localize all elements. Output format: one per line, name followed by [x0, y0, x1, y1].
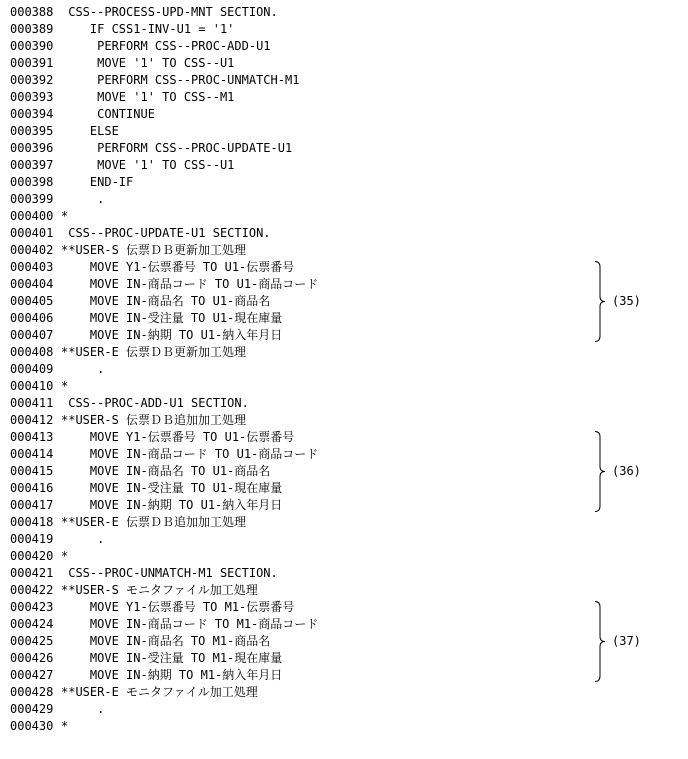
line-number: 000411: [10, 396, 54, 410]
line-number: 000409: [10, 362, 54, 376]
annotation-bracket: [594, 601, 641, 682]
line-number: 000414: [10, 447, 54, 461]
line-number: 000415: [10, 464, 54, 478]
line-number: 000390: [10, 39, 54, 53]
code-text: MOVE IN-受注量 TO U1-現在庫量: [61, 481, 283, 495]
line-number: 000417: [10, 498, 54, 512]
line-number: 000395: [10, 124, 54, 138]
code-text: END-IF: [61, 175, 134, 189]
line-number: 000427: [10, 668, 54, 682]
line-number: 000397: [10, 158, 54, 172]
annotation-bracket: [594, 261, 641, 342]
line-number: 000388: [10, 5, 54, 19]
line-number: 000407: [10, 328, 54, 342]
code-text: CSS--PROC-UNMATCH-M1 SECTION.: [61, 566, 278, 580]
code-text: MOVE '1' TO CSS--U1: [61, 158, 235, 172]
code-text: MOVE '1' TO CSS--M1: [61, 90, 235, 104]
line-number: 000406: [10, 311, 54, 325]
line-number: 000408: [10, 345, 54, 359]
code-text: **USER-E 伝票ＤＢ追加加工処理: [61, 515, 247, 529]
line-number: 000428: [10, 685, 54, 699]
right-brace-icon: [594, 431, 608, 512]
line-number: 000400: [10, 209, 54, 223]
line-number: 000393: [10, 90, 54, 104]
code-text: MOVE IN-納期 TO U1-納入年月日: [61, 328, 283, 342]
code-text: MOVE IN-商品コード TO U1-商品コード: [61, 277, 319, 291]
line-number: 000424: [10, 617, 54, 631]
line-number: 000404: [10, 277, 54, 291]
line-number: 000410: [10, 379, 54, 393]
code-text: CSS--PROC-ADD-U1 SECTION.: [61, 396, 249, 410]
line-number: 000426: [10, 651, 54, 665]
line-number: 000423: [10, 600, 54, 614]
annotation-bracket: [594, 431, 641, 512]
line-number: 000418: [10, 515, 54, 529]
annotation-label: (37): [612, 633, 641, 648]
code-text: MOVE IN-納期 TO U1-納入年月日: [61, 498, 283, 512]
code-text: ELSE: [61, 124, 119, 138]
code-text: .: [61, 362, 105, 376]
code-text: IF CSS1-INV-U1 = '1': [61, 22, 235, 36]
line-number: 000391: [10, 56, 54, 70]
code-text: MOVE Y1-伝票番号 TO M1-伝票番号: [61, 600, 295, 614]
code-text: **USER-S 伝票ＤＢ更新加工処理: [61, 243, 247, 257]
code-text: .: [61, 702, 105, 716]
line-number: 000420: [10, 549, 54, 563]
annotation-label: (35): [612, 293, 641, 308]
line-number: 000389: [10, 22, 54, 36]
code-text: *: [61, 719, 69, 733]
code-text: MOVE IN-受注量 TO M1-現在庫量: [61, 651, 283, 665]
line-number: 000416: [10, 481, 54, 495]
code-text: **USER-S 伝票ＤＢ追加加工処理: [61, 413, 247, 427]
line-number: 000398: [10, 175, 54, 189]
code-text: **USER-S モニタファイル加工処理: [61, 583, 258, 597]
code-text: MOVE IN-商品名 TO U1-商品名: [61, 464, 271, 478]
line-number: 000413: [10, 430, 54, 444]
code-text: MOVE IN-商品コード TO U1-商品コード: [61, 447, 319, 461]
right-brace-icon: [594, 261, 608, 342]
code-text: CSS--PROC-UPDATE-U1 SECTION.: [61, 226, 271, 240]
code-text: **USER-E モニタファイル加工処理: [61, 685, 258, 699]
line-number: 000412: [10, 413, 54, 427]
line-number: 000429: [10, 702, 54, 716]
line-number: 000422: [10, 583, 54, 597]
line-number: 000403: [10, 260, 54, 274]
code-text: **USER-E 伝票ＤＢ更新加工処理: [61, 345, 247, 359]
line-number: 000392: [10, 73, 54, 87]
code-text: MOVE IN-商品コード TO M1-商品コード: [61, 617, 319, 631]
code-text: MOVE IN-受注量 TO U1-現在庫量: [61, 311, 283, 325]
code-text: MOVE Y1-伝票番号 TO U1-伝票番号: [61, 430, 295, 444]
code-text: MOVE IN-商品名 TO U1-商品名: [61, 294, 271, 308]
line-number: 000396: [10, 141, 54, 155]
line-number: 000405: [10, 294, 54, 308]
line-number: 000394: [10, 107, 54, 121]
code-text: .: [61, 532, 105, 546]
annotation-label: (36): [612, 463, 641, 478]
code-text: PERFORM CSS--PROC-ADD-U1: [61, 39, 271, 53]
code-text: *: [61, 209, 69, 223]
line-number: 000425: [10, 634, 54, 648]
line-number: 000419: [10, 532, 54, 546]
code-text: MOVE IN-商品名 TO M1-商品名: [61, 634, 271, 648]
line-number: 000399: [10, 192, 54, 206]
code-text: .: [61, 192, 105, 206]
right-brace-icon: [594, 601, 608, 682]
code-text: MOVE '1' TO CSS--U1: [61, 56, 235, 70]
code-text: PERFORM CSS--PROC-UNMATCH-M1: [61, 73, 300, 87]
code-text: *: [61, 379, 69, 393]
code-text: MOVE Y1-伝票番号 TO U1-伝票番号: [61, 260, 295, 274]
code-text: *: [61, 549, 69, 563]
line-number: 000402: [10, 243, 54, 257]
line-number: 000401: [10, 226, 54, 240]
line-number: 000430: [10, 719, 54, 733]
code-text: CSS--PROCESS-UPD-MNT SECTION.: [61, 5, 278, 19]
line-number: 000421: [10, 566, 54, 580]
code-text: PERFORM CSS--PROC-UPDATE-U1: [61, 141, 293, 155]
code-text: CONTINUE: [61, 107, 155, 121]
code-text: MOVE IN-納期 TO M1-納入年月日: [61, 668, 283, 682]
